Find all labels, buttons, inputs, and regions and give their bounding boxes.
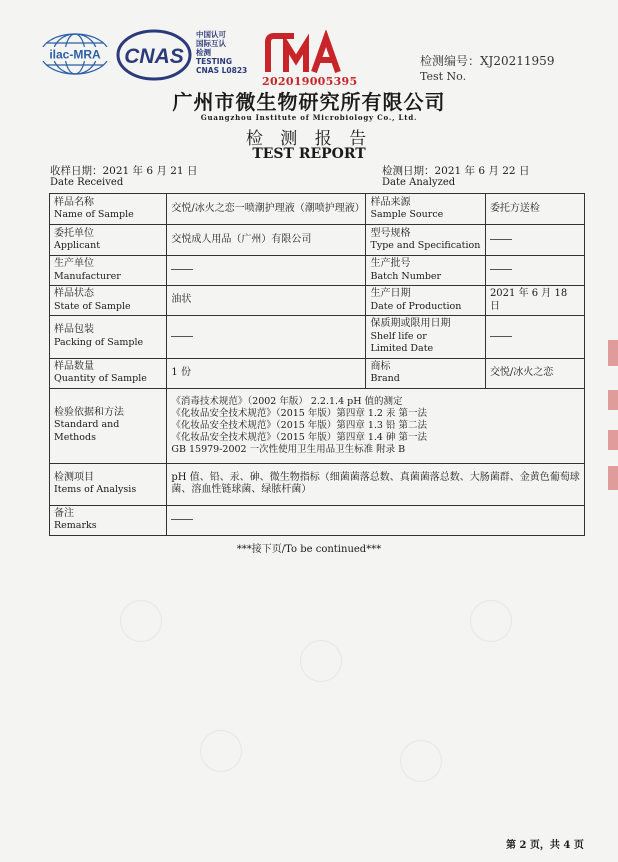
type-spec-value [485,225,584,256]
report-title-cn: 检 测 报 告 [245,129,373,149]
watermark-stamp [200,730,242,772]
method-line: 《消毒技术规范》（2002 年版） 2.2.1.4 pH 值的测定 [171,395,403,407]
report-table [49,193,585,536]
table-row [50,463,585,505]
shelf-life-value [485,316,584,359]
report-title-en: TEST REPORT [252,146,366,162]
remarks-label: 备注 Remarks [50,505,167,535]
table-row [50,286,585,316]
continued-note: ***接下页/To be continued*** [236,544,382,555]
empty-dash [490,239,512,240]
watermark-stamp [400,740,442,782]
packing-value [167,316,366,359]
seal-edge-mark [608,430,618,450]
date-received: 收样日期：2021 年 6 月 21 日 [50,165,198,177]
batch-label: 生产批号 Batch Number [366,256,485,286]
applicant-value: 交悦成人用品（广州）有限公司 [167,225,366,256]
watermark-stamp [300,640,342,682]
table-row [50,316,585,359]
method-line: GB 15979-2002 一次性使用卫生用品卫生标准 附录 B [171,443,406,455]
production-date-value: 2021 年 6 月 18 日 [485,286,584,316]
production-date-label: 生产日期 Date of Production [366,286,485,316]
table-row [50,388,585,463]
manufacturer-label: 生产单位 Manufacturer [50,256,167,286]
organization-name-en: Guangzhou Institute of Microbiology Co., Ltd. [200,113,418,122]
empty-dash [490,269,512,270]
manufacturer-value [167,256,366,286]
methods-label: 检验依据和方法 Standard and Methods [50,388,167,463]
state-value: 油状 [167,286,366,316]
type-spec-label: 型号规格 Type and Specification [366,225,485,256]
empty-dash [171,269,193,270]
applicant-label: 委托单位 Applicant [50,225,167,256]
watermark-stamp [120,600,162,642]
brand-label: 商标 Brand [366,358,485,388]
sample-name-label: 样品名称 Name of Sample [50,194,167,225]
watermark-stamp [470,600,512,642]
method-line: 《化妆品安全技术规范》（2015 年版）第四章 1.4 砷 第一法 [171,431,428,443]
organization-name-cn: 广州市微生物研究所有限公司 [172,90,446,114]
items-label: 检测项目 Items of Analysis [50,463,167,505]
empty-dash [171,519,193,520]
cnas-badge-text: 中国认可 国际互认 检测 TESTING CNAS L0823 [196,30,248,75]
sample-name-value: 交悦/冰火之恋一喷潮护理液（潮喷护理液） [167,194,366,225]
method-line: 《化妆品安全技术规范》（2015 年版）第四章 1.3 铅 第二法 [171,419,428,431]
table-row [50,505,585,535]
report-number-label-en: Test No. [420,70,467,83]
seal-edge-mark [608,390,618,410]
page-number: 第 2 页，共 4 页 [506,840,584,851]
quantity-value: 1 份 [167,358,366,388]
table-row [50,358,585,388]
state-label: 样品状态 State of Sample [50,286,167,316]
date-received-label: Date Received [50,177,124,188]
cma-number: 202019005395 [262,75,358,88]
method-line: 《化妆品安全技术规范》（2015 年版）第四章 1.2 汞 第一法 [171,407,428,419]
ilac-mra-logo [38,30,112,78]
quantity-label: 样品数量 Quantity of Sample [50,358,167,388]
table-row [50,256,585,286]
shelf-life-label: 保质期或限用日期 Shelf life or Limited Date [366,316,485,359]
remarks-value [167,505,585,535]
table-row [50,194,585,225]
empty-dash [490,336,512,337]
batch-value [485,256,584,286]
svg-text:CNAS: CNAS [124,45,184,68]
svg-text:ilac-MRA: ilac-MRA [49,47,101,62]
packing-label: 样品包装 Packing of Sample [50,316,167,359]
report-number: 检测编号：XJ20211959 [420,54,555,68]
seal-edge-mark [608,466,618,490]
cma-logo [260,30,346,78]
sample-source-value: 委托方送检 [485,194,584,225]
brand-value: 交悦/冰火之恋 [485,358,584,388]
sample-source-label: 样品来源 Sample Source [366,194,485,225]
seal-edge-mark [608,340,618,366]
date-analyzed: 检测日期：2021 年 6 月 22 日 [382,165,530,177]
methods-value [167,388,585,463]
items-value: pH 值、铅、汞、砷、微生物指标（细菌菌落总数、真菌菌落总数、大肠菌群、金黄色葡萄球菌、溶血性链球菌、绿脓杆菌） [167,463,585,505]
table-row [50,225,585,256]
date-analyzed-label: Date Analyzed [382,177,456,188]
empty-dash [171,336,193,337]
cnas-logo [116,28,192,82]
